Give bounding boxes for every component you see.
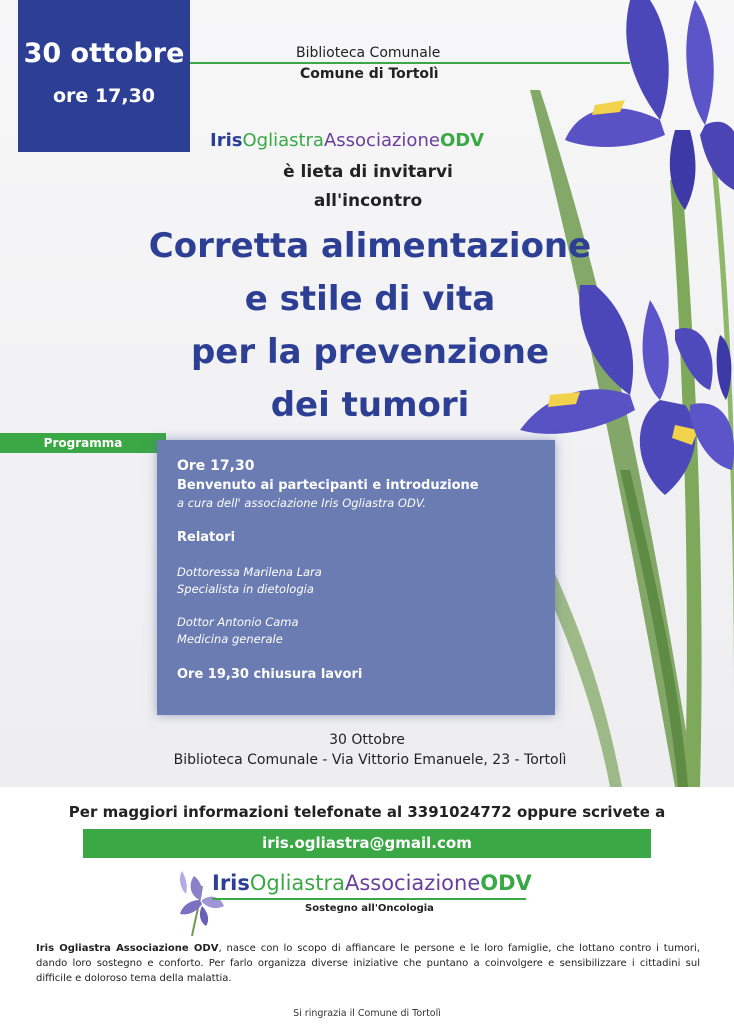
contact-info: Per maggiori informazioni telefonate al 3391024772 oppure scrivete a (68, 803, 666, 821)
thanks-note: Si ringrazia il Comune di Tortolì (293, 1008, 441, 1019)
about-lead: Iris Ogliastra Associazione ODV (36, 943, 219, 954)
program-welcome-by: a cura dell' associazione Iris Ogliastra ODV. (177, 496, 427, 510)
event-time: ore 17,30 (52, 85, 156, 107)
venue-address: Biblioteca Comunale - Via Vittorio Emanuele, 23 - Tortolì (173, 752, 567, 768)
speaker-2-name: Dottor Antonio Cama (177, 615, 299, 629)
title-line-3: per la prevenzione (190, 332, 550, 372)
about-paragraph (36, 941, 700, 986)
program-closing: Ore 19,30 chiusura lavori (177, 667, 363, 682)
program-speakers-heading: Relatori (177, 530, 236, 545)
event-date: 30 ottobre (23, 38, 185, 69)
about-text: , nasce con lo scopo di affiancare le persone e le loro famiglie, che lottano contro i tumori, dando loro sostegno e conforto. Per farlo organizza diverse iniziative che puntano a coinvolgere e sensibilizzare i cittadini sul difficile e doloroso tema della malattia. (36, 943, 700, 984)
date-box (18, 0, 190, 152)
host-municipality: Comune di Tortolì (300, 66, 439, 82)
logo-tagline: Sostegno all'Oncologia (305, 903, 434, 914)
logo-wordmark: IrisOgliastraAssociazioneODV (212, 871, 532, 895)
speaker-1-role: Specialista in dietologia (177, 582, 314, 596)
program-start-time: Ore 17,30 (177, 458, 255, 474)
logo-divider (212, 898, 526, 900)
host-library: Biblioteca Comunale (296, 45, 441, 61)
invite-line-1: è lieta di invitarvi (283, 162, 453, 182)
program-welcome: Benvenuto ai partecipanti e introduzione (177, 478, 479, 493)
title-line-4: dei tumori (270, 385, 470, 425)
title-line-1: Corretta alimentazione (148, 226, 592, 266)
invite-line-2: all'incontro (313, 191, 423, 211)
speaker-2-role: Medicina generale (177, 632, 283, 646)
contact-email[interactable]: iris.ogliastra@gmail.com (262, 834, 472, 852)
program-label: Programma (43, 436, 123, 450)
header-divider (190, 62, 630, 64)
venue-date: 30 Ottobre (329, 732, 405, 748)
speaker-1-name: Dottoressa Marilena Lara (177, 565, 322, 579)
organization-name: IrisOgliastraAssociazioneODV (210, 130, 485, 151)
program-box (157, 440, 555, 715)
title-line-2: e stile di vita (244, 279, 496, 319)
